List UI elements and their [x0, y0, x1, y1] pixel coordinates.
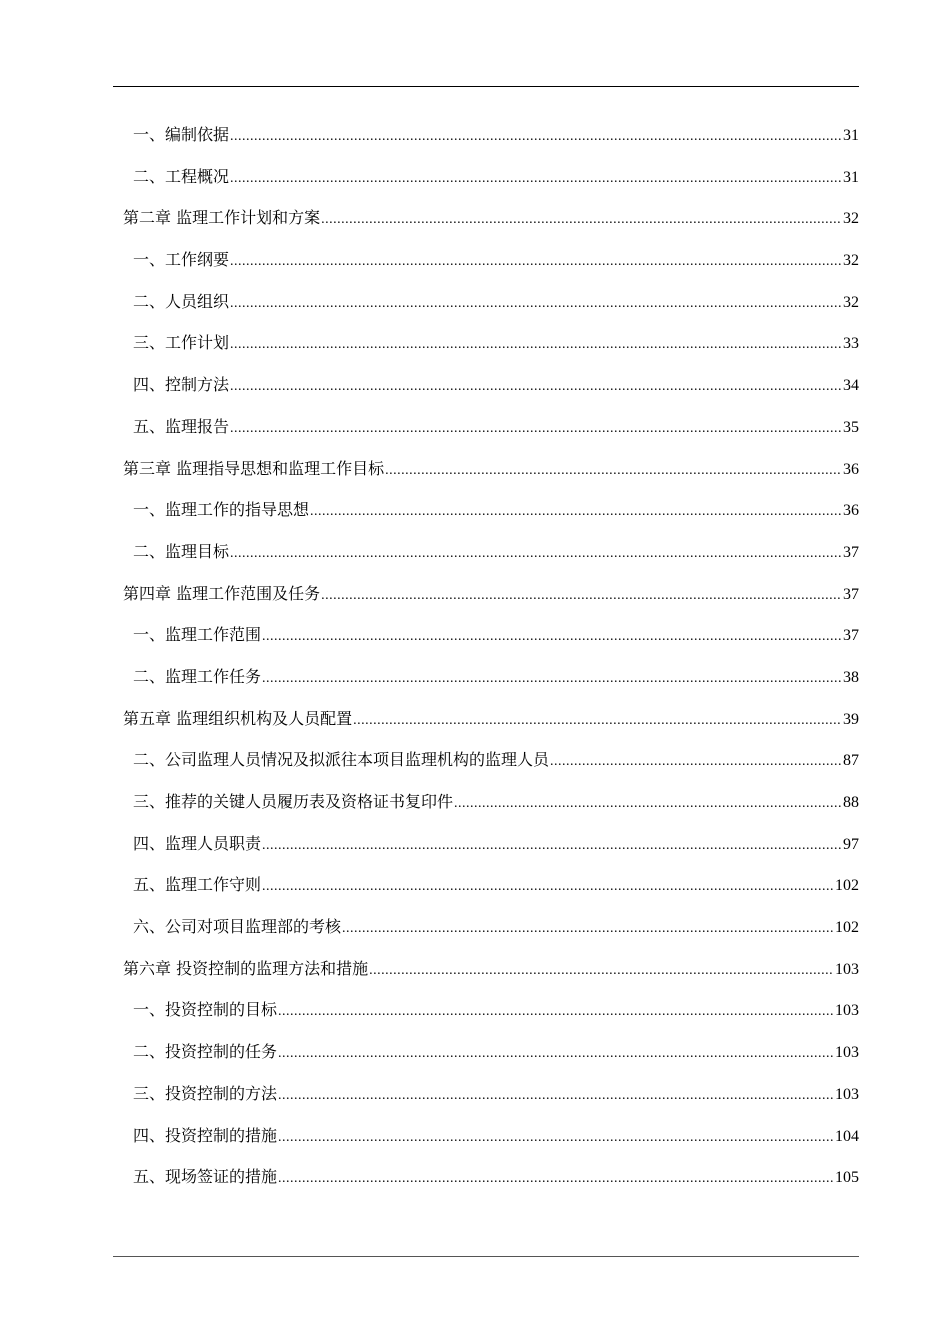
- toc-entry-title: 一、投资控制的目标: [133, 1000, 278, 1020]
- toc-section-entry[interactable]: [123, 239, 859, 281]
- toc-dot-leader: [278, 1158, 834, 1200]
- toc-entry-title: 五、现场签证的措施: [133, 1167, 278, 1187]
- toc-dot-leader: [262, 658, 842, 700]
- toc-entry-title: 一、编制依据: [133, 125, 230, 144]
- toc-page-number: 103: [835, 1044, 859, 1062]
- toc-chapter-entry[interactable]: [123, 573, 859, 615]
- toc-entry-title: 二、人员组织: [133, 291, 230, 311]
- footer-rule: [113, 1256, 859, 1257]
- toc-dot-leader: [230, 283, 842, 325]
- toc-chapter-entry[interactable]: [123, 197, 859, 239]
- toc-page-number: 32: [843, 210, 859, 228]
- toc-page-number: 35: [843, 418, 859, 436]
- toc-dot-leader: [230, 533, 842, 575]
- toc-dot-leader: [385, 450, 842, 492]
- toc-page-number: 31: [843, 168, 859, 186]
- toc-section-entry[interactable]: [123, 614, 859, 656]
- toc-page-number: 36: [843, 502, 859, 520]
- toc-page-number: 39: [843, 710, 859, 728]
- toc-dot-leader: [353, 700, 842, 742]
- toc-entry-title: 三、推荐的关键人员履历表及资格证书复印件: [133, 792, 454, 811]
- toc-entry-title: 第五章 监理组织机构及人员配置: [123, 708, 353, 728]
- toc-section-entry[interactable]: [123, 864, 859, 906]
- toc-dot-leader: [230, 116, 842, 158]
- toc-section-entry[interactable]: [123, 1156, 859, 1198]
- toc-entry-title: 四、控制方法: [133, 375, 230, 395]
- toc-dot-leader: [321, 575, 842, 617]
- toc-section-entry[interactable]: [123, 489, 859, 531]
- toc-page-number: 33: [843, 335, 859, 353]
- header-rule: [113, 86, 859, 87]
- toc-section-entry[interactable]: [123, 1073, 859, 1115]
- toc-page-number: 87: [843, 752, 859, 770]
- toc-dot-leader: [278, 1033, 834, 1075]
- toc-entry-title: 第六章 投资控制的监理方法和措施: [123, 958, 369, 978]
- toc-page-number: 37: [843, 585, 859, 603]
- toc-page-number: 88: [843, 794, 859, 811]
- toc-entry-title: 五、监理工作守则: [133, 875, 262, 895]
- toc-section-entry[interactable]: [123, 1031, 859, 1073]
- toc-page-number: 32: [843, 252, 859, 270]
- toc-section-entry[interactable]: [123, 531, 859, 573]
- toc-section-entry[interactable]: [123, 656, 859, 698]
- toc-page-number: 32: [843, 293, 859, 311]
- table-of-contents: [123, 114, 859, 1198]
- toc-dot-leader: [230, 366, 842, 408]
- toc-entry-title: 二、投资控制的任务: [133, 1042, 278, 1062]
- toc-section-entry[interactable]: [123, 781, 859, 823]
- toc-section-entry[interactable]: [123, 322, 859, 364]
- toc-page-number: 31: [843, 127, 859, 144]
- toc-page-number: 34: [843, 377, 859, 395]
- toc-entry-title: 四、投资控制的措施: [133, 1125, 278, 1145]
- toc-section-entry[interactable]: [123, 739, 859, 781]
- toc-section-entry[interactable]: [123, 906, 859, 948]
- toc-dot-leader: [310, 491, 842, 533]
- toc-section-entry[interactable]: [123, 823, 859, 865]
- toc-dot-leader: [342, 908, 834, 950]
- toc-chapter-entry[interactable]: [123, 948, 859, 990]
- toc-dot-leader: [550, 741, 842, 783]
- toc-page-number: 37: [843, 627, 859, 645]
- toc-dot-leader: [262, 866, 834, 908]
- toc-entry-title: 五、监理报告: [133, 416, 230, 436]
- toc-dot-leader: [230, 408, 842, 450]
- toc-entry-title: 第四章 监理工作范围及任务: [123, 583, 321, 603]
- toc-entry-title: 一、监理工作的指导思想: [133, 500, 310, 520]
- toc-entry-title: 一、工作纲要: [133, 250, 230, 270]
- toc-dot-leader: [278, 1117, 834, 1159]
- toc-section-entry[interactable]: [123, 1115, 859, 1157]
- toc-dot-leader: [369, 950, 834, 992]
- toc-section-entry[interactable]: [123, 364, 859, 406]
- toc-entry-title: 一、监理工作范围: [133, 625, 262, 645]
- toc-section-entry[interactable]: [123, 406, 859, 448]
- toc-entry-title: 二、监理工作任务: [133, 666, 262, 686]
- toc-entry-title: 三、投资控制的方法: [133, 1083, 278, 1103]
- toc-page-number: 104: [835, 1127, 859, 1145]
- toc-page-number: 105: [835, 1169, 859, 1187]
- toc-page-number: 37: [843, 543, 859, 561]
- toc-entry-title: 二、监理目标: [133, 541, 230, 561]
- toc-page-number: 103: [835, 1002, 859, 1020]
- toc-page-number: 38: [843, 668, 859, 686]
- toc-page-number: 103: [835, 1085, 859, 1103]
- toc-dot-leader: [454, 783, 842, 825]
- toc-section-entry[interactable]: [123, 156, 859, 198]
- toc-section-entry[interactable]: [123, 281, 859, 323]
- toc-entry-title: 四、监理人员职责: [133, 833, 262, 853]
- toc-chapter-entry[interactable]: [123, 698, 859, 740]
- toc-entry-title: 第三章 监理指导思想和监理工作目标: [123, 458, 385, 478]
- toc-dot-leader: [262, 616, 842, 658]
- toc-page-number: 97: [843, 835, 859, 853]
- toc-entry-title: 第二章 监理工作计划和方案: [123, 208, 321, 228]
- toc-entry-title: 二、公司监理人员情况及拟派往本项目监理机构的监理人员: [133, 750, 550, 770]
- toc-dot-leader: [262, 825, 842, 867]
- toc-dot-leader: [230, 158, 842, 200]
- toc-chapter-entry[interactable]: [123, 448, 859, 490]
- toc-page-number: 36: [843, 460, 859, 478]
- toc-page-number: 102: [835, 919, 859, 937]
- toc-section-entry[interactable]: [123, 114, 859, 156]
- toc-dot-leader: [230, 241, 842, 283]
- toc-section-entry[interactable]: [123, 989, 859, 1031]
- toc-page-number: 103: [835, 960, 859, 978]
- toc-entry-title: 六、公司对项目监理部的考核: [133, 917, 342, 937]
- toc-dot-leader: [278, 1075, 834, 1117]
- toc-page-number: 102: [835, 877, 859, 895]
- toc-entry-title: 三、工作计划: [133, 333, 230, 353]
- toc-dot-leader: [321, 199, 842, 241]
- toc-dot-leader: [230, 324, 842, 366]
- toc-entry-title: 二、工程概况: [133, 166, 230, 186]
- toc-dot-leader: [278, 991, 834, 1033]
